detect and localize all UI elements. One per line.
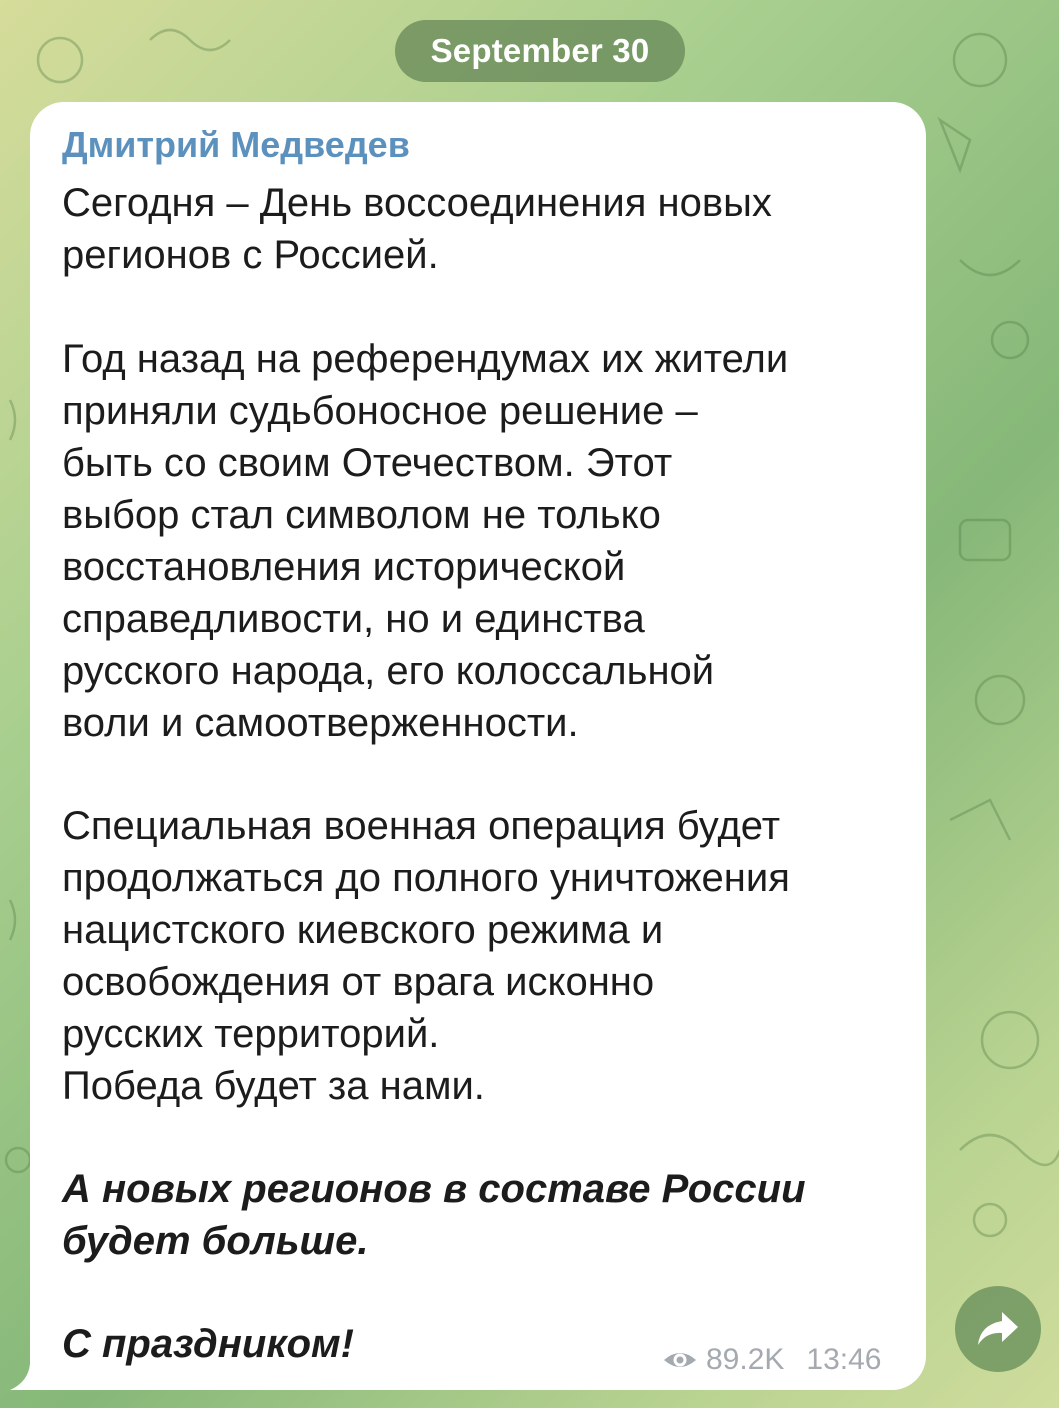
- message-paragraph-4: [62, 1163, 806, 1267]
- message-paragraph-1: [62, 177, 772, 281]
- message-line: нацистского киевского режима и: [62, 908, 664, 952]
- message-bubble-tail: [10, 1364, 50, 1390]
- message-line: выбор стал символом не только: [62, 493, 661, 537]
- message-line: продолжаться до полного уничтожения: [62, 856, 790, 900]
- message-line: освобождения от врага исконно: [62, 960, 655, 1004]
- message-paragraph-5: [62, 1318, 354, 1370]
- message-line: Победа будет за нами.: [62, 1064, 485, 1108]
- message-line: Сегодня – День воссоединения новых: [62, 181, 772, 225]
- message-time: 13:46: [806, 1343, 882, 1376]
- message-line: быть со своим Отечеством. Этот: [62, 441, 673, 485]
- view-count: 89.2K: [706, 1343, 785, 1376]
- share-arrow-icon: [976, 1310, 1020, 1348]
- date-separator: September 30: [395, 20, 685, 82]
- message-line: будет больше.: [62, 1219, 369, 1263]
- message-line: справедливости, но и единства: [62, 597, 645, 641]
- message-line: А новых регионов в составе России: [62, 1167, 806, 1211]
- message-paragraph-3: [62, 800, 790, 1112]
- message-line: воли и самоотверженности.: [62, 701, 579, 745]
- message-line: С праздником!: [62, 1322, 354, 1366]
- message-line: приняли судьбоносное решение –: [62, 389, 698, 433]
- eye-icon: [662, 1349, 698, 1371]
- message-line: русских территорий.: [62, 1012, 440, 1056]
- share-button[interactable]: [955, 1286, 1041, 1372]
- message-line: Специальная военная операция будет: [62, 804, 781, 848]
- message-meta: [662, 1340, 898, 1380]
- message-paragraph-2: [62, 333, 788, 749]
- message-line: Год назад на референдумах их жители: [62, 337, 789, 381]
- message-author[interactable]: Дмитрий Медведев: [62, 124, 410, 165]
- message-line: русского народа, его колоссальной: [62, 649, 715, 693]
- message-line: регионов с Россией.: [62, 233, 439, 277]
- message-line: восстановления исторической: [62, 545, 626, 589]
